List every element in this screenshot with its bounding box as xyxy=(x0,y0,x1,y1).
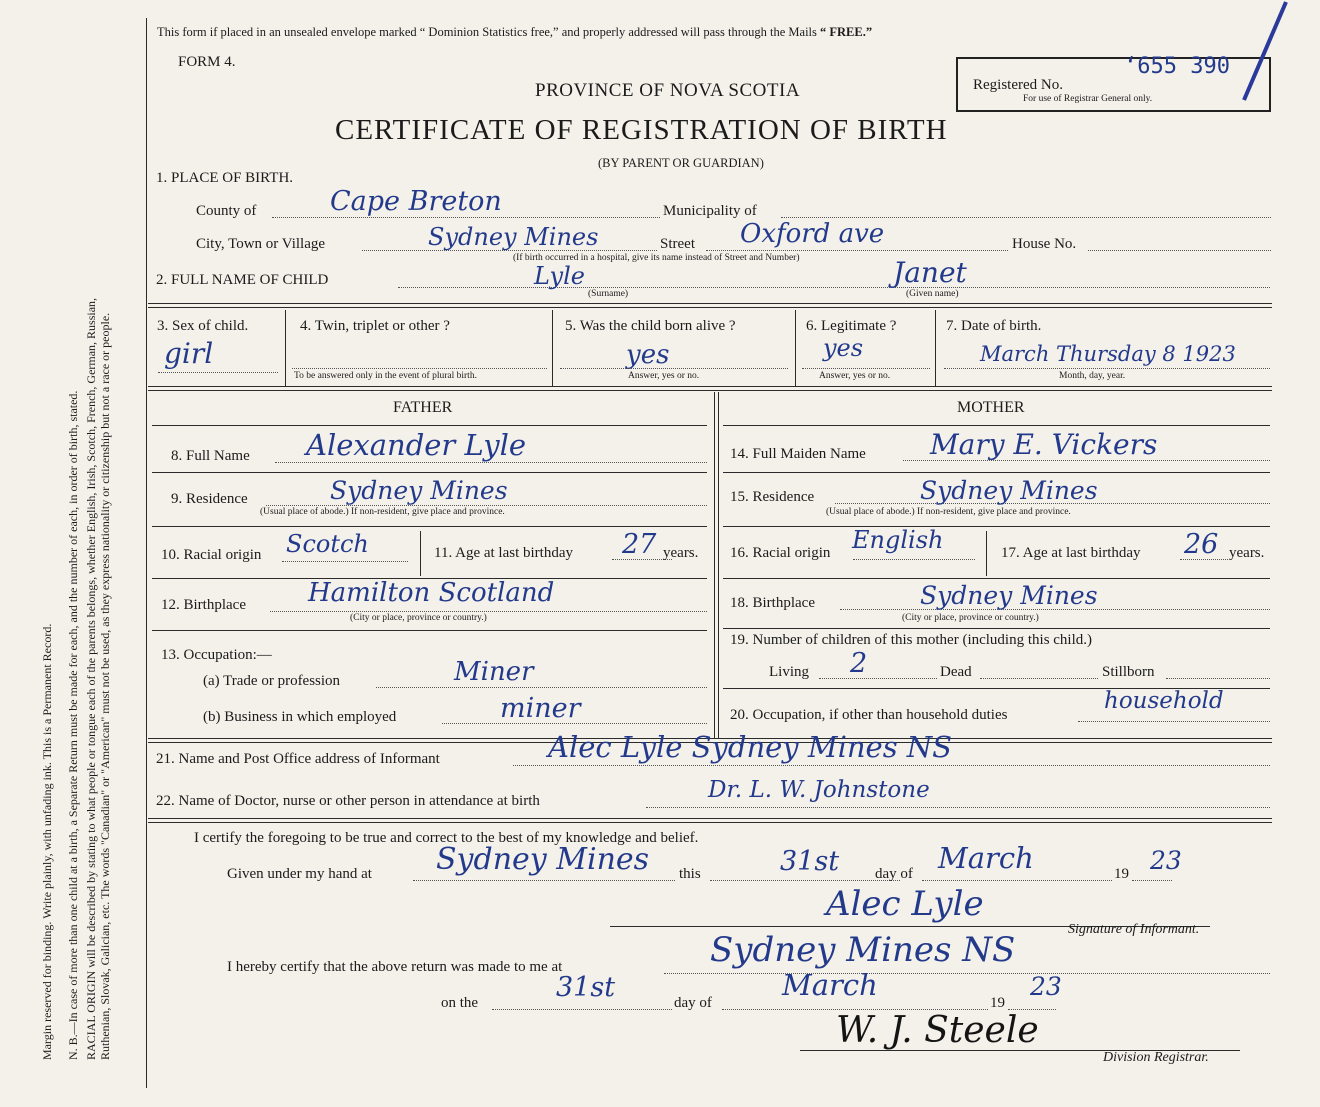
registrar-day-line xyxy=(492,1009,672,1010)
living-label: Living xyxy=(769,664,809,680)
father-occupation-label: 13. Occupation:— xyxy=(161,647,272,663)
father-residence-line xyxy=(266,505,707,506)
mother-age-value: 26 xyxy=(1184,529,1219,560)
date-of-birth-label: 7. Date of birth. xyxy=(946,318,1042,334)
doctor-line xyxy=(646,807,1270,808)
informant-label: 21. Name and Post Office address of Informant xyxy=(156,751,440,767)
born-alive-note: Answer, yes or no. xyxy=(628,371,700,381)
mother-occupation-line xyxy=(1078,721,1270,722)
mother-residence-label: 15. Residence xyxy=(730,489,815,505)
city-value: Sydney Mines xyxy=(428,223,599,251)
informant-line xyxy=(513,765,1270,766)
father-rule-2 xyxy=(152,526,707,527)
postal-notice-text: This form if placed in an unsealed envelope marked “ Dominion Statistics free,” and properly addressed will pass through the Mails xyxy=(157,25,821,39)
mother-birthplace-note: (City or place, province or country.) xyxy=(902,613,1039,623)
divider-5-6 xyxy=(795,310,796,386)
certify-statement: I certify the foregoing to be true and correct to the best of my knowledge and belief. xyxy=(194,830,699,846)
street-label: Street xyxy=(660,236,695,252)
father-name-value: Alexander Lyle xyxy=(306,428,527,462)
date-of-birth-value: March Thursday 8 1923 xyxy=(980,342,1236,366)
father-name-label: 8. Full Name xyxy=(171,448,250,464)
rule-before-parents xyxy=(148,386,1272,391)
legitimate-note: Answer, yes or no. xyxy=(819,371,891,381)
registrar-day-of-label: day of xyxy=(674,995,712,1011)
given-month-value: March xyxy=(938,841,1034,875)
child-surname-value: Lyle xyxy=(534,262,585,290)
father-birthplace-line xyxy=(270,611,707,612)
hospital-note: (If birth occurred in a hospital, give its name instead of Street and Number) xyxy=(513,253,800,263)
mother-racial-origin-label: 16. Racial origin xyxy=(730,545,831,561)
mother-heading: MOTHER xyxy=(957,399,1025,416)
born-alive-line xyxy=(560,368,788,369)
father-birthplace-note: (City or place, province or country.) xyxy=(350,613,487,623)
registrar-place-value: Sydney Mines NS xyxy=(710,930,1016,970)
division-registrar-label: Division Registrar. xyxy=(1103,1050,1209,1065)
mother-occupation-label: 20. Occupation, if other than household duties xyxy=(730,707,1008,723)
living-line xyxy=(819,678,937,679)
mother-rule-1 xyxy=(723,472,1270,473)
doctor-label: 22. Name of Doctor, nurse or other person in attendance at birth xyxy=(156,793,540,809)
city-label: City, Town or Village xyxy=(196,236,326,252)
street-value: Oxford ave xyxy=(740,219,885,249)
father-residence-note: (Usual place of abode.) If non-resident, give place and province. xyxy=(260,507,505,517)
father-trade-line xyxy=(376,687,707,688)
father-business-label: (b) Business in which employed xyxy=(203,709,397,725)
sex-label: 3. Sex of child. xyxy=(157,318,249,334)
mother-birthplace-value: Sydney Mines xyxy=(920,581,1098,610)
father-heading: FATHER xyxy=(393,399,453,416)
registrar-month-value: March xyxy=(782,968,878,1002)
father-age-value: 27 xyxy=(622,529,657,560)
mother-name-value: Mary E. Vickers xyxy=(930,428,1158,461)
margin-note-racial-origin-2: Ruthenian, Slovak, Galician, etc. The words "Canadian" or "American" must not be used, as they express nationality or citizenship but not a race or people. xyxy=(98,312,112,1060)
parents-divider-right xyxy=(718,392,719,739)
mother-age-label: 17. Age at last birthday xyxy=(1001,545,1141,561)
father-business-value: miner xyxy=(500,693,581,724)
father-rule-1 xyxy=(152,472,707,473)
father-residence-value: Sydney Mines xyxy=(330,476,508,505)
child-given-name-value: Janet xyxy=(893,256,967,289)
father-racial-origin-line xyxy=(282,561,408,562)
mother-birthplace-label: 18. Birthplace xyxy=(730,595,815,611)
legitimate-value: yes xyxy=(823,334,864,362)
doctor-value: Dr. L. W. Johnstone xyxy=(708,777,930,803)
father-birthplace-value: Hamilton Scotland xyxy=(308,578,555,608)
margin-border xyxy=(146,18,147,1088)
divider-4-5 xyxy=(552,310,553,386)
given-year-value: 23 xyxy=(1150,846,1182,875)
dead-label: Dead xyxy=(940,664,972,680)
county-value: Cape Breton xyxy=(330,186,502,217)
father-race-age-divider xyxy=(420,531,421,576)
registered-number-value: ‘655 390 xyxy=(1124,54,1230,79)
given-day-line xyxy=(710,880,900,881)
registrar-day-value: 31st xyxy=(556,972,616,1003)
divider-6-7 xyxy=(935,310,936,386)
father-birthplace-label: 12. Birthplace xyxy=(161,597,246,613)
father-age-unit: years. xyxy=(663,545,699,561)
mother-residence-value: Sydney Mines xyxy=(920,476,1098,505)
registrar-place-line xyxy=(664,973,1270,974)
house-number-line xyxy=(1088,250,1271,251)
surname-note: (Surname) xyxy=(588,289,629,299)
mother-race-age-divider xyxy=(986,531,987,576)
postal-free: “ FREE.” xyxy=(820,25,873,39)
legitimate-label: 6. Legitimate ? xyxy=(806,318,897,334)
mother-rule-3 xyxy=(723,578,1270,579)
given-place-line xyxy=(413,880,675,881)
divider-3-4 xyxy=(285,310,286,386)
father-name-line xyxy=(275,462,707,463)
twin-label: 4. Twin, triplet or other ? xyxy=(300,318,450,334)
date-of-birth-line xyxy=(944,368,1270,369)
twin-note: To be answered only in the event of plural birth. xyxy=(294,371,477,381)
registrar-on-the-label: on the xyxy=(441,995,479,1011)
mother-age-unit: years. xyxy=(1229,545,1265,561)
rule-before-certification xyxy=(148,818,1272,823)
registered-number-note: For use of Registrar General only. xyxy=(1023,94,1153,104)
father-residence-label: 9. Residence xyxy=(171,491,248,507)
margin-notes xyxy=(40,10,140,1060)
street-line xyxy=(706,250,1008,251)
father-age-label: 11. Age at last birthday xyxy=(434,545,573,561)
father-trade-value: Miner xyxy=(454,657,534,687)
child-name-label: 2. FULL NAME OF CHILD xyxy=(156,272,329,288)
mother-occupation-value: household xyxy=(1104,688,1224,714)
father-trade-label: (a) Trade or profession xyxy=(203,673,341,689)
date-of-birth-note: Month, day, year. xyxy=(1059,371,1126,381)
county-line xyxy=(272,217,660,218)
given-month-line xyxy=(922,880,1112,881)
mother-rule-4 xyxy=(723,628,1270,629)
margin-note-multiple-births: N. B.—In case of more than one child at a birth, a Separate Return must be made for each, and the number of each, in order of birth, stated. xyxy=(66,390,80,1060)
born-alive-label: 5. Was the child born alive ? xyxy=(565,318,736,334)
house-number-label: House No. xyxy=(1012,236,1077,252)
given-place-value: Sydney Mines xyxy=(436,842,650,877)
given-name-note: (Given name) xyxy=(906,289,959,299)
province-heading: PROVINCE OF NOVA SCOTIA xyxy=(535,80,801,101)
registrar-signature: W. J. Steele xyxy=(836,1010,1039,1051)
informant-signature: Alec Lyle xyxy=(826,884,984,924)
registered-number-label: Registered No. xyxy=(973,77,1063,93)
born-alive-value: yes xyxy=(626,340,670,370)
living-value: 2 xyxy=(850,648,868,679)
mother-name-label: 14. Full Maiden Name xyxy=(730,446,866,462)
municipality-label: Municipality of xyxy=(663,203,757,219)
given-day-value: 31st xyxy=(780,846,840,877)
father-rule-4 xyxy=(152,630,707,631)
registrar-year-value: 23 xyxy=(1030,972,1062,1001)
registrar-year-prefix: 19 xyxy=(990,995,1005,1011)
given-year-line xyxy=(1132,880,1172,881)
place-heading: 1. PLACE OF BIRTH. xyxy=(156,170,294,186)
municipality-line xyxy=(781,217,1271,218)
given-this-label: this xyxy=(679,866,701,882)
given-under-hand-label: Given under my hand at xyxy=(227,866,372,882)
sex-line xyxy=(158,372,278,373)
form-number: FORM 4. xyxy=(178,54,236,70)
margin-note-racial-origin: RACIAL ORIGIN will be described by stating to what people or tongue each of the parents belongs, whether English, Irish, Scotch, French, German, Russian, xyxy=(84,297,98,1060)
certificate-subtitle: (BY PARENT OR GUARDIAN) xyxy=(598,156,764,170)
given-day-of-label: day of xyxy=(875,866,913,882)
given-year-prefix: 19 xyxy=(1114,866,1129,882)
pen-check-mark xyxy=(1236,0,1296,110)
margin-note-binding: Margin reserved for binding. Write plainly, with unfading ink. This is a Permanent Record. xyxy=(40,623,54,1060)
rule-after-name xyxy=(148,303,1272,308)
mother-residence-note: (Usual place of abode.) If non-resident, give place and province. xyxy=(826,507,1071,517)
dead-line xyxy=(980,678,1098,679)
informant-value: Alec Lyle Sydney Mines NS xyxy=(548,730,953,764)
legitimate-line xyxy=(802,368,930,369)
father-racial-origin-value: Scotch xyxy=(286,530,369,558)
child-name-line xyxy=(398,287,1270,288)
mother-racial-origin-value: English xyxy=(852,526,944,554)
sex-value: girl xyxy=(164,337,214,370)
father-heading-rule xyxy=(152,425,707,426)
registrar-statement: I hereby certify that the above return was made to me at xyxy=(227,959,563,975)
parents-divider-left xyxy=(714,392,715,739)
mother-racial-origin-line xyxy=(853,559,975,560)
county-label: County of xyxy=(196,203,257,219)
mother-heading-rule xyxy=(723,425,1270,426)
stillborn-label: Stillborn xyxy=(1102,664,1155,680)
father-racial-origin-label: 10. Racial origin xyxy=(161,547,262,563)
twin-line xyxy=(292,368,547,369)
mother-children-label: 19. Number of children of this mother (including this child.) xyxy=(730,632,1093,648)
stillborn-line xyxy=(1166,678,1270,679)
signature-of-informant-label: Signature of Informant. xyxy=(1068,922,1200,937)
postal-notice xyxy=(157,25,872,40)
certificate-title: CERTIFICATE OF REGISTRATION OF BIRTH xyxy=(335,114,948,146)
mother-rule-2 xyxy=(723,526,1270,527)
